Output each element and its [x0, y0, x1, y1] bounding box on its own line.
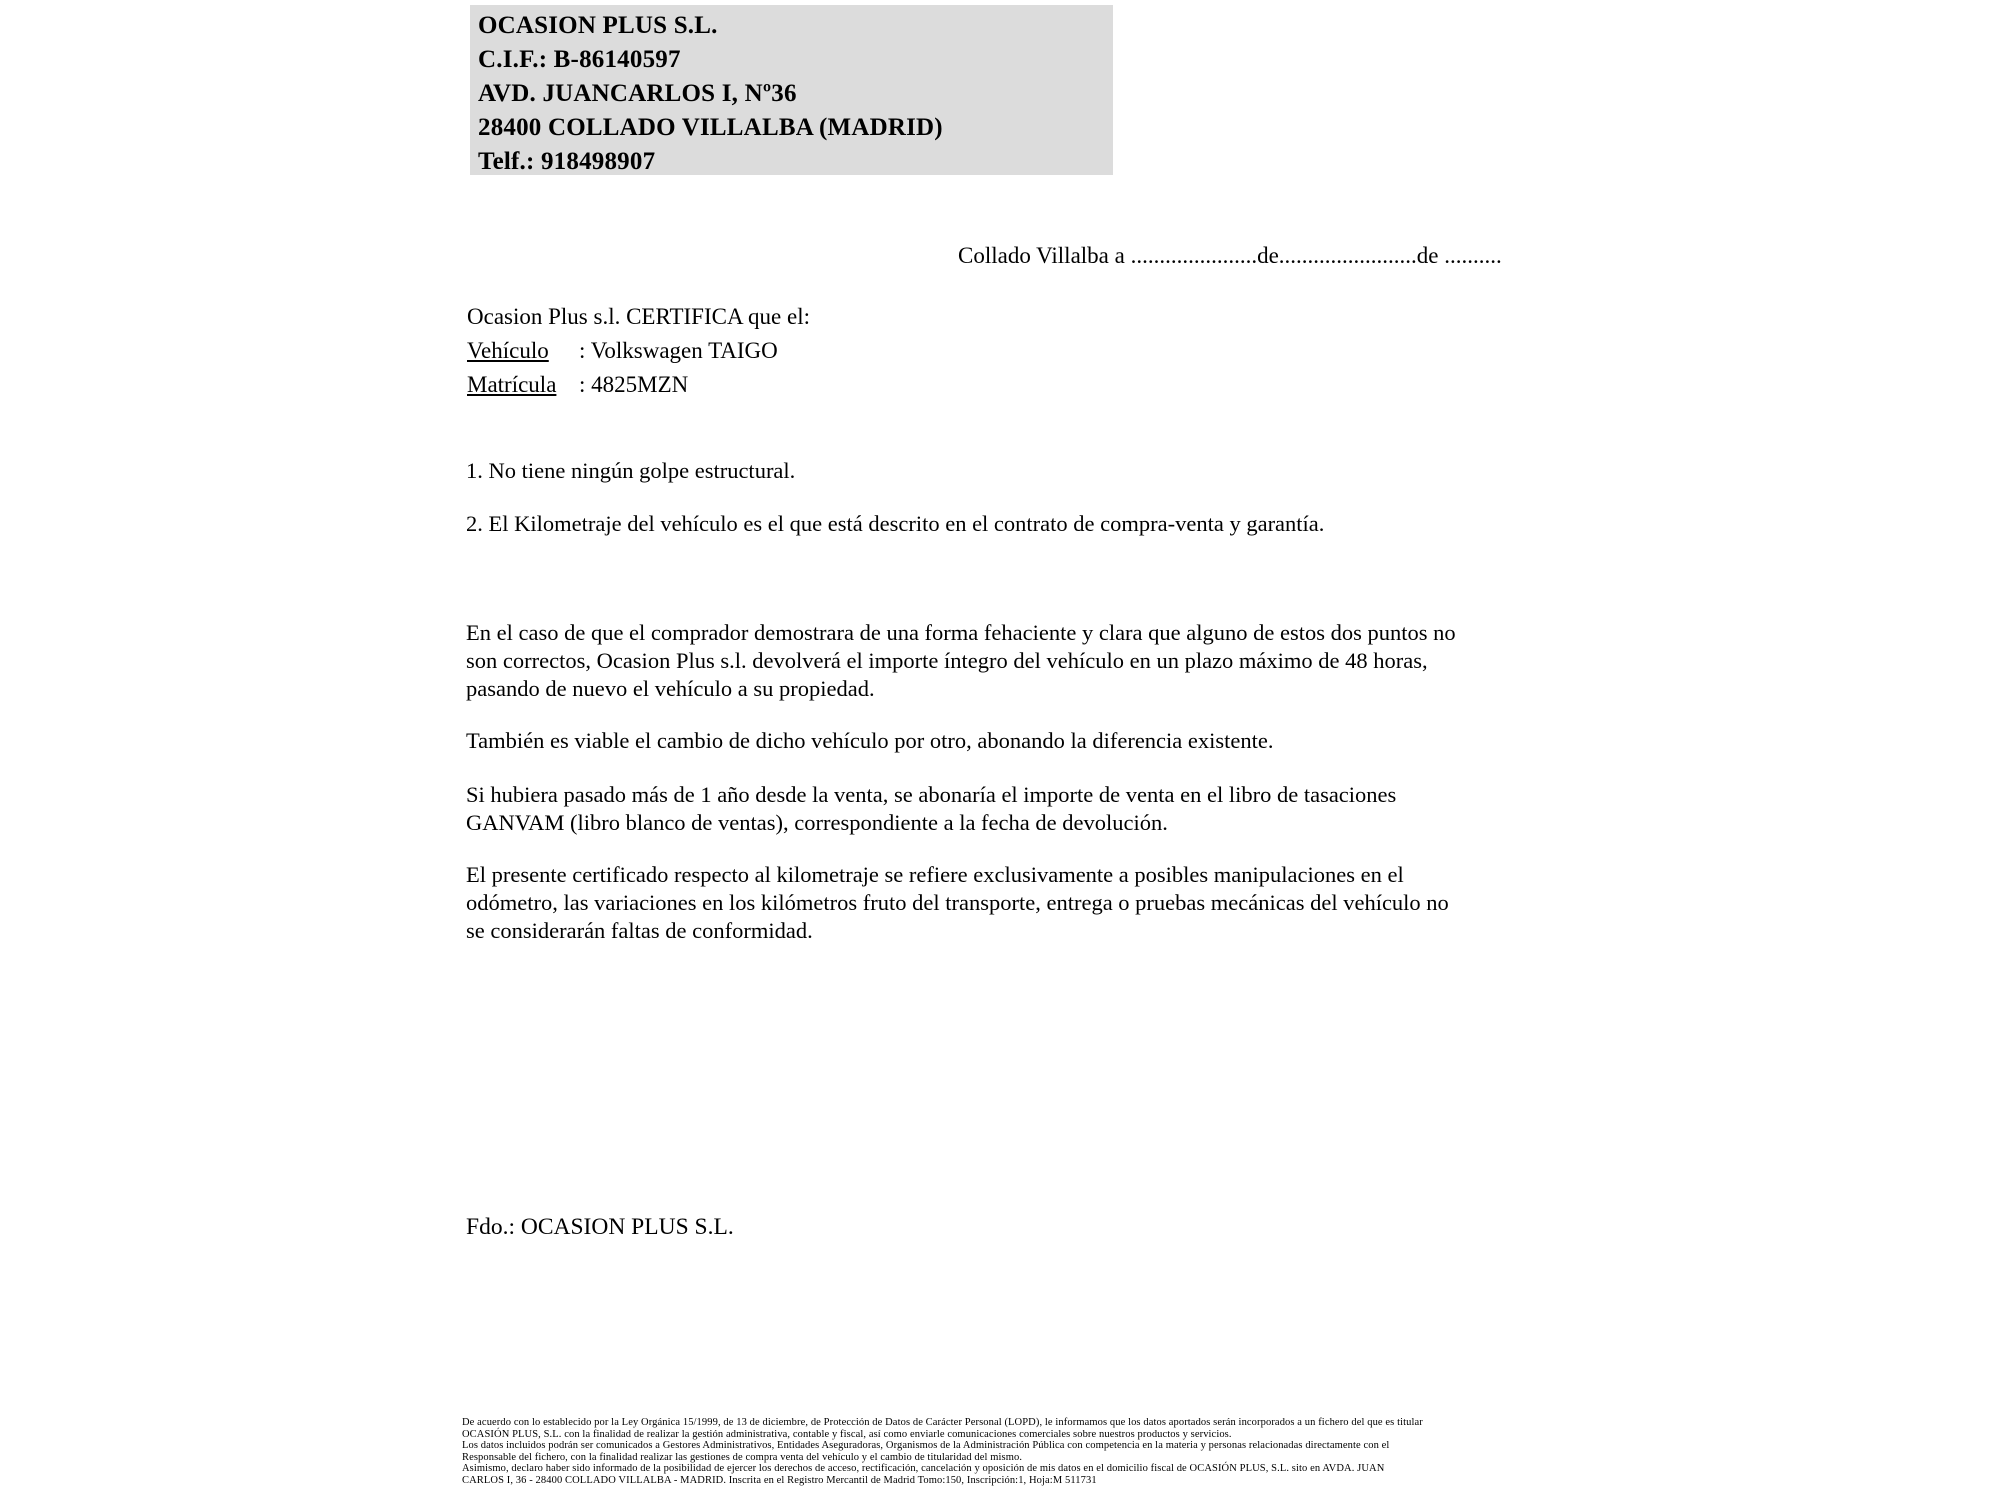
exchange-paragraph-line: También es viable el cambio de dicho vehículo por otro, abonando la diferencia existente.: [466, 728, 1274, 753]
legal-footer-line: Responsable del fichero, con la finalidad realizar las gestiones de compra venta del vehículo y el cambio de titularidad del mismo.: [462, 1451, 1023, 1463]
ganvam-paragraph-line: GANVAM (libro blanco de ventas), correspondiente a la fecha de devolución.: [466, 810, 1168, 835]
company-cif: C.I.F.: B-86140597: [478, 46, 681, 73]
certification-block: [467, 300, 810, 402]
legal-footer-line: Los datos incluidos podrán ser comunicados a Gestores Administrativos, Entidades Aseguradoras, Organismos de la Administración Pública con competencia en la materia y personas relacionadas directamente con el: [462, 1440, 1390, 1451]
odometer-disclaimer-line: El presente certificado respecto al kilometraje se refiere exclusivamente a posibles manipulaciones en el: [466, 862, 1404, 887]
odometer-disclaimer-line: odómetro, las variaciones en los kilómetros fruto del transporte, entrega o pruebas mecánicas del vehículo no: [466, 890, 1449, 915]
legal-footer-line: Asimismo, declaro haber sido informado de la posibilidad de ejercer los derechos de acceso, rectificación, cancelación y oposición de mis datos en el domicilio fiscal de OCASIÓN PLUS, S.L. sito en AVDA. JUAN: [462, 1463, 1385, 1474]
vehicle-row: [467, 334, 810, 368]
plate-row: [467, 368, 810, 402]
refund-paragraph-line: son correctos, Ocasion Plus s.l. devolverá el importe íntegro del vehículo en un plazo máximo de 48 horas,: [466, 648, 1428, 673]
ganvam-paragraph-line: Si hubiera pasado más de 1 año desde la venta, se abonaría el importe de venta en el libro de tasaciones: [466, 782, 1397, 807]
exchange-paragraph: [466, 727, 1274, 755]
legal-footer-line: OCASIÓN PLUS, S.L. con la finalidad de realizar la gestión administrativa, contable y fiscal, así como enviarle comunicaciones comerciales sobre nuestros productos y servicios.: [462, 1428, 1232, 1440]
signature-line: Fdo.: OCASION PLUS S.L.: [466, 1214, 734, 1240]
refund-paragraph: [466, 619, 1456, 703]
legal-footer-line: CARLOS I, 36 - 28400 COLLADO VILLALBA - MADRID. Inscrita en el Registro Mercantil de Madrid Tomo:150, Inscripción:1, Hoja:M 511731: [462, 1474, 1097, 1486]
certified-point-2: 2. El Kilometraje del vehículo es el que está descrito en el contrato de compra-venta y garantía.: [466, 511, 1325, 536]
date-blank-line: Collado Villalba a ......................de........................de ..........: [958, 243, 1502, 268]
company-name: OCASION PLUS S.L.: [478, 12, 718, 39]
certified-point-1: 1. No tiene ningún golpe estructural.: [466, 458, 796, 483]
vehicle-value: : Volkswagen TAIGO: [579, 338, 778, 363]
legal-footer-line: De acuerdo con lo establecido por la Ley Orgánica 15/1999, de 13 de diciembre, de Protección de Datos de Carácter Personal (LOPD), le informamos que los datos aportados serán incorporados a un fichero del que es titular: [462, 1417, 1423, 1428]
odometer-disclaimer-paragraph: [466, 861, 1449, 945]
vehicle-label: Vehículo: [467, 338, 549, 363]
certification-intro: Ocasion Plus s.l. CERTIFICA que el:: [467, 304, 810, 329]
odometer-disclaimer-line: se considerarán faltas de conformidad.: [466, 918, 813, 943]
ganvam-paragraph: [466, 781, 1396, 837]
company-address: AVD. JUANCARLOS I, Nº36: [478, 80, 797, 107]
legal-lopd-footer: [462, 1417, 1572, 1486]
refund-paragraph-line: En el caso de que el comprador demostrara de una forma fehaciente y clara que alguno de estos dos puntos no: [466, 620, 1456, 645]
plate-label: Matrícula: [467, 372, 557, 397]
company-header-block: [470, 5, 1113, 175]
refund-paragraph-line: pasando de nuevo el vehículo a su propiedad.: [466, 676, 875, 701]
company-phone: Telf.: 918498907: [478, 148, 656, 175]
company-city: 28400 COLLADO VILLALBA (MADRID): [478, 114, 943, 141]
plate-value: : 4825MZN: [579, 372, 689, 397]
